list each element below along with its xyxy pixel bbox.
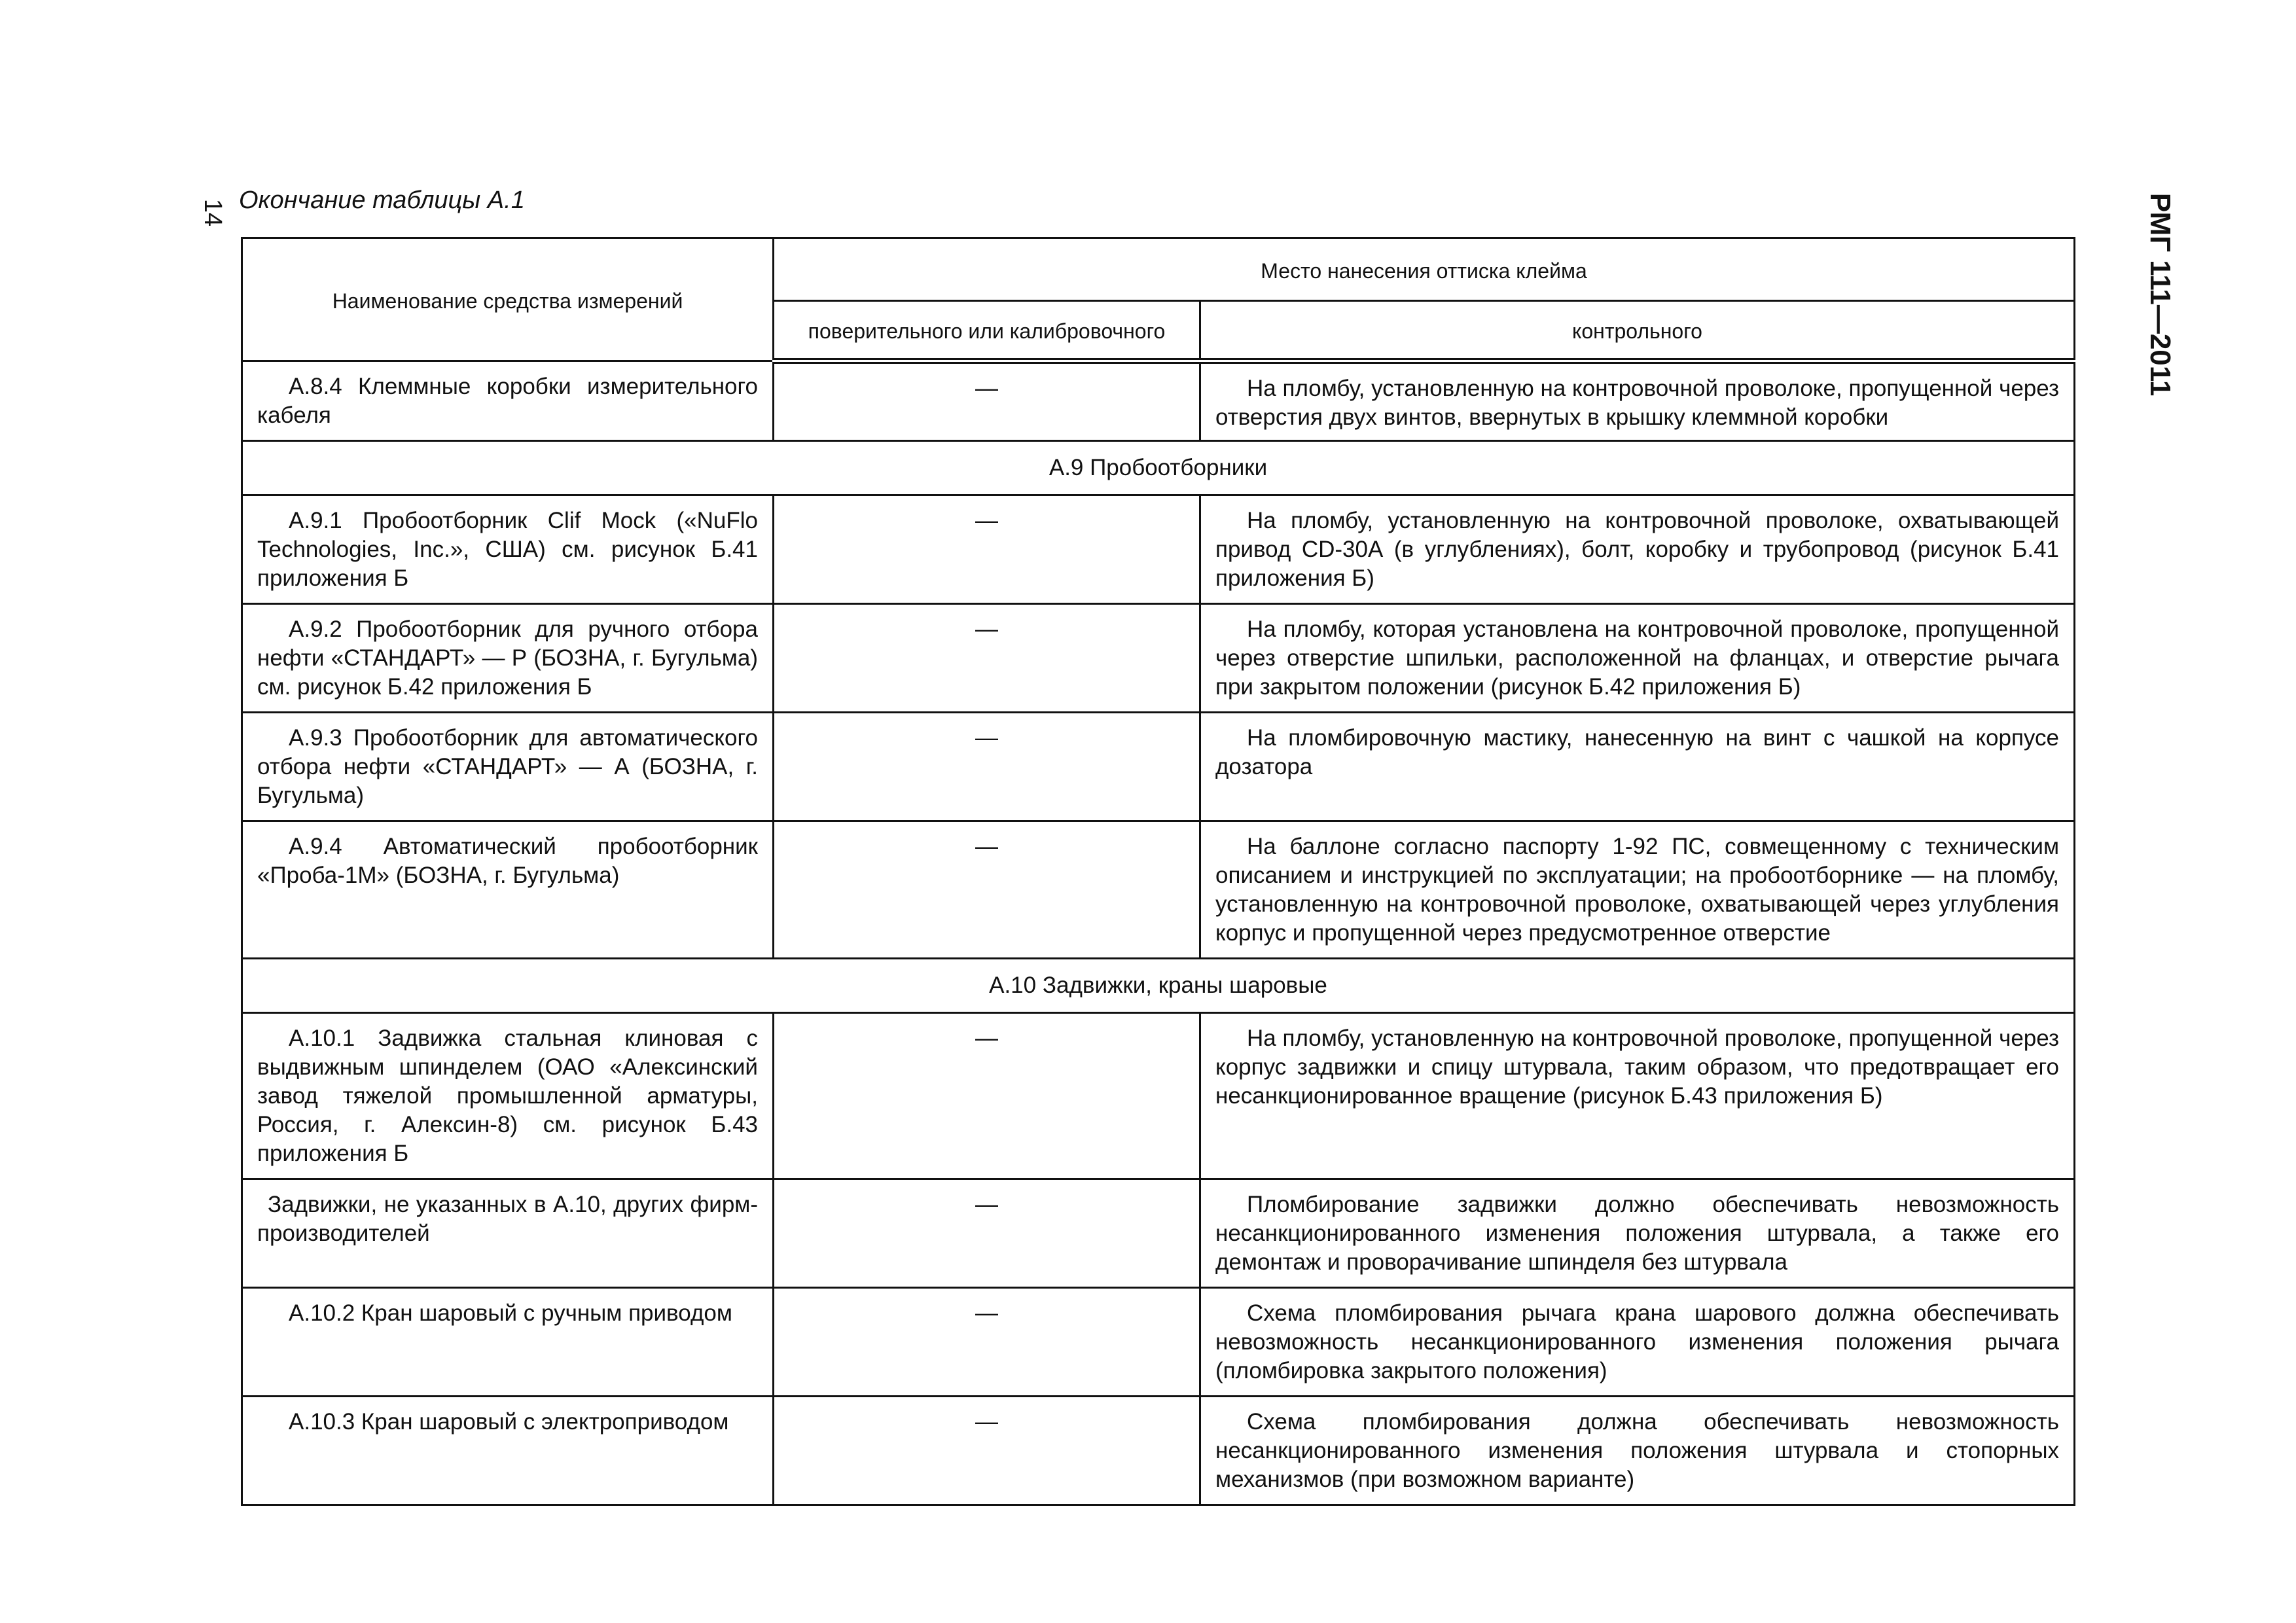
table-row (242, 604, 2075, 713)
instrument-name: А.9.2 Пробоотборник для ручного отбора нефти «СТАНДАРТ» — Р (БОЗНА, г. Бугульма) см. рисунок Б.42 приложения Б (242, 604, 774, 713)
table-row (242, 713, 2075, 821)
control-mark-place: На баллоне согласно паспорту 1-92 ПС, совмещенному с техническим описанием и инструкцией по эксплуатации; на пробоотборнике — на пломбу, установленную на контровочной проволоке, охватывающей через углубления корпус и пропущенной через предусмотренное отверстие (1200, 821, 2075, 959)
instrument-name: А.10.2 Кран шаровый с ручным приводом (242, 1288, 774, 1397)
table-row (242, 1397, 2075, 1505)
table-caption: Окончание таблицы А.1 (239, 187, 525, 214)
instrument-name: А.9.4 Автоматический пробоотборник «Проба-1М» (БОЗНА, г. Бугульма) (242, 821, 774, 959)
table-row (242, 361, 2075, 441)
verification-mark-place: — (774, 604, 1200, 713)
standard-designation: РМГ 111—2011 (2144, 192, 2176, 397)
page-number: 14 (199, 198, 226, 227)
section-title: А.9 Пробоотборники (242, 441, 2075, 495)
table-row (242, 1179, 2075, 1288)
control-mark-place: Схема пломбирования рычага крана шарового должна обеспечивать невозможность несанкционированного изменения положения рычага (пломбировка закрытого положения) (1200, 1288, 2075, 1397)
control-mark-place: На пломбировочную мастику, нанесенную на винт с чашкой на корпусе дозатора (1200, 713, 2075, 821)
section-title: А.10 Задвижки, краны шаровые (242, 959, 2075, 1013)
section-row (242, 959, 2075, 1013)
instrument-name: Задвижки, не указанных в А.10, других фирм-производителей (242, 1179, 774, 1288)
verification-mark-place: — (774, 1013, 1200, 1179)
section-row (242, 441, 2075, 495)
instrument-name: А.10.3 Кран шаровый с электроприводом (242, 1397, 774, 1505)
column-header-name: Наименование средства измерений (242, 238, 774, 361)
instrument-name: А.8.4 Клеммные коробки измерительного кабеля (242, 361, 774, 441)
control-mark-place: На пломбу, которая установлена на контровочной проволоке, пропущенной через отверстие шпильки, расположенной на фланцах, и отверстие рычага при закрытом положении (рисунок Б.42 приложения Б) (1200, 604, 2075, 713)
table-row (242, 495, 2075, 604)
control-mark-place: На пломбу, установленную на контровочной проволоке, пропущенной через отверстия двух винтов, ввернутых в крышку клеммной коробки (1200, 361, 2075, 441)
table-row (242, 1013, 2075, 1179)
control-mark-place: Пломбирование задвижки должно обеспечивать невозможность несанкционированного изменения положения штурвала, а также его демонтаж и проворачивание шпинделя без штурвала (1200, 1179, 2075, 1288)
verification-mark-place: — (774, 495, 1200, 604)
verification-mark-place: — (774, 821, 1200, 959)
verification-mark-place: — (774, 361, 1200, 441)
column-header-verification: поверительного или калибровочного (774, 301, 1200, 361)
control-mark-place: Схема пломбирования должна обеспечивать невозможность несанкционированного изменения положения штурвала и стопорных механизмов (при возможном варианте) (1200, 1397, 2075, 1505)
sealing-places-table (241, 237, 2075, 1506)
control-mark-place: На пломбу, установленную на контровочной проволоке, охватывающей привод CD-30А (в углублениях), болт, коробку и трубопровод (рисунок Б.41 приложения Б) (1200, 495, 2075, 604)
verification-mark-place: — (774, 1179, 1200, 1288)
column-header-place: Место нанесения оттиска клейма (774, 238, 2075, 301)
instrument-name: А.10.1 Задвижка стальная клиновая с выдвижным шпинделем (ОАО «Алексинский завод тяжелой промышленной арматуры, Россия, г. Алексин-8) см. рисунок Б.43 приложения Б (242, 1013, 774, 1179)
table-row (242, 821, 2075, 959)
verification-mark-place: — (774, 713, 1200, 821)
column-header-control: контрольного (1200, 301, 2075, 361)
verification-mark-place: — (774, 1288, 1200, 1397)
verification-mark-place: — (774, 1397, 1200, 1505)
instrument-name: А.9.3 Пробоотборник для автоматического отбора нефти «СТАНДАРТ» — А (БОЗНА, г. Бугульма) (242, 713, 774, 821)
control-mark-place: На пломбу, установленную на контровочной проволоке, пропущенной через корпус задвижки и спицу штурвала, таким образом, что предотвращает его несанкционированное вращение (рисунок Б.43 приложения Б) (1200, 1013, 2075, 1179)
table-row (242, 1288, 2075, 1397)
instrument-name: А.9.1 Пробоотборник Clif Mock («NuFlo Technologies, Inc.», США) см. рисунок Б.41 приложения Б (242, 495, 774, 604)
